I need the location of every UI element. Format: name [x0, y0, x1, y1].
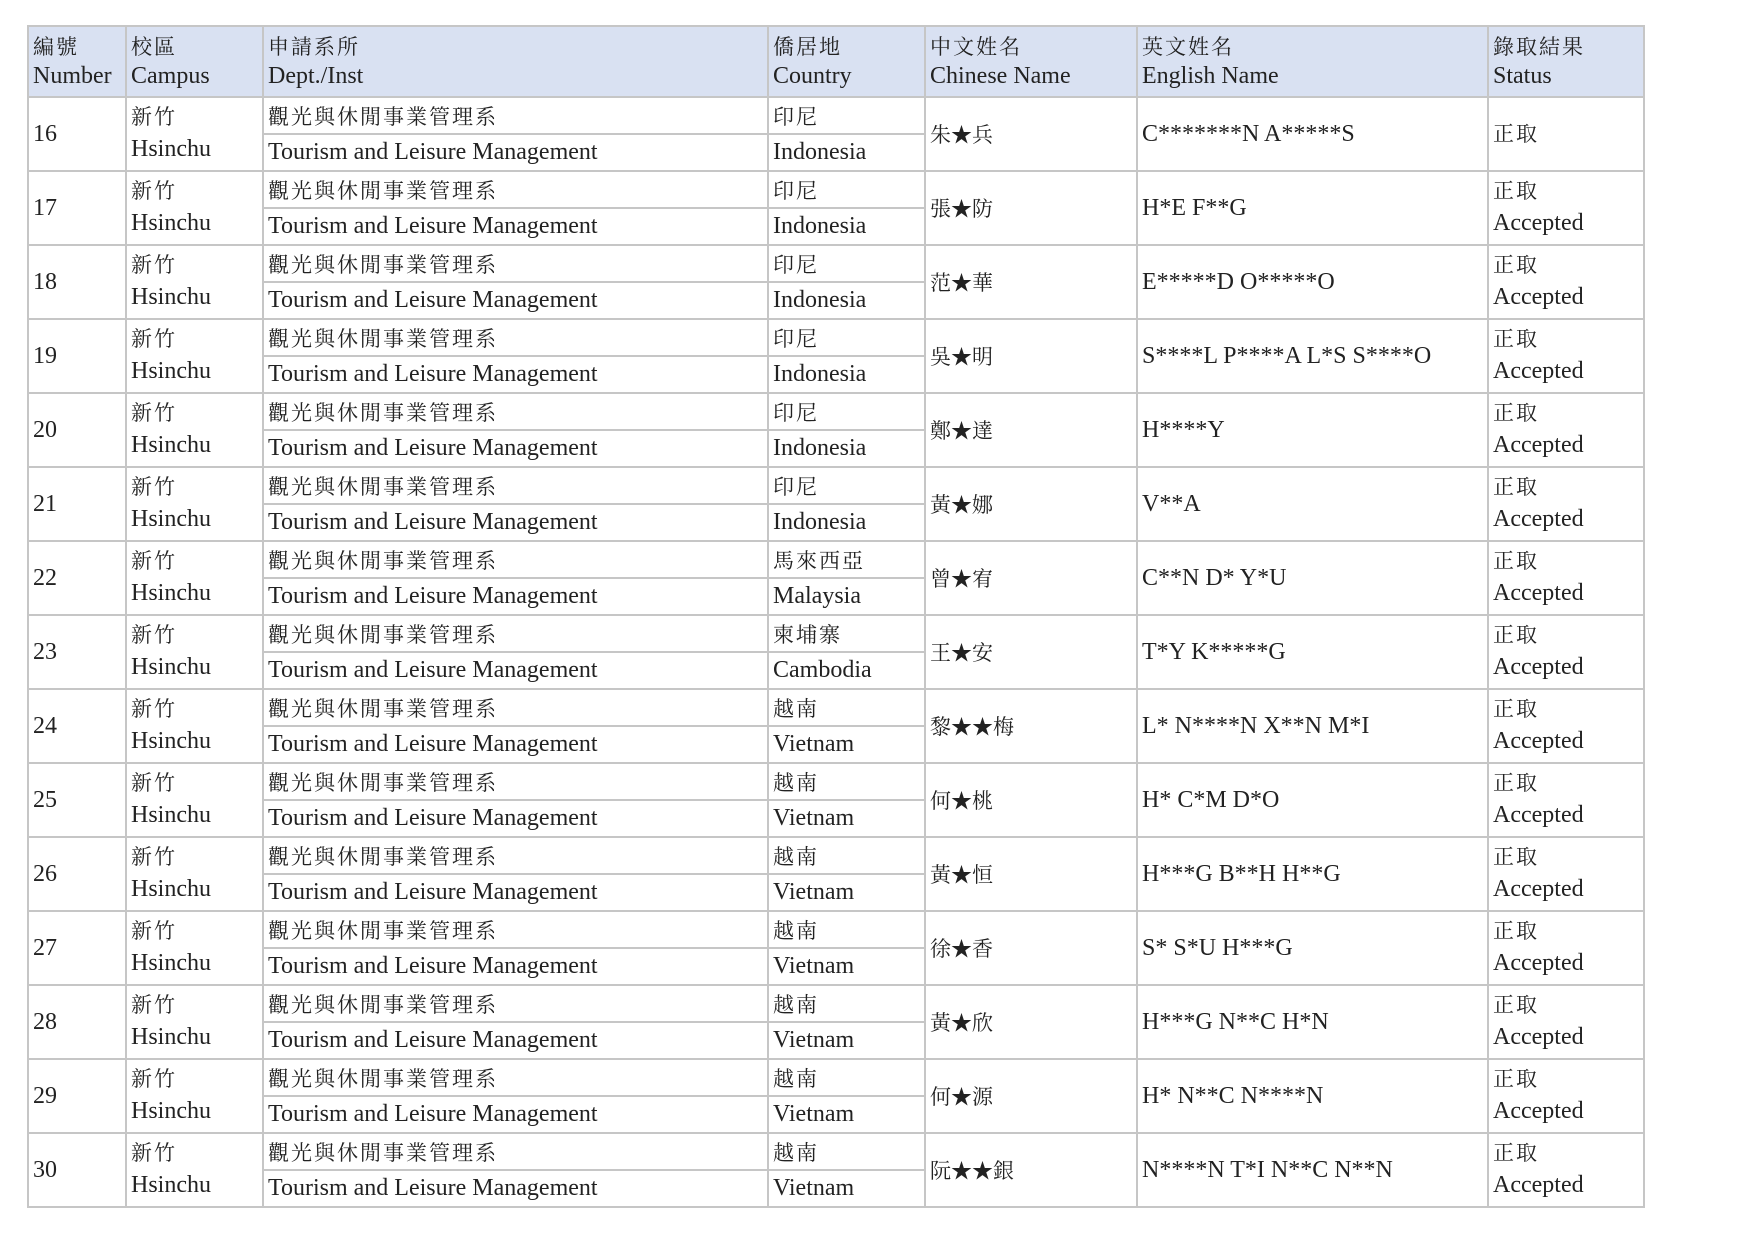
cell-dept-en: Tourism and Leisure Management	[263, 874, 768, 911]
table-row	[28, 1059, 1644, 1096]
cell-dept-en: Tourism and Leisure Management	[263, 282, 768, 319]
cell-status: 正取 Accepted	[1488, 1133, 1644, 1207]
table-row	[28, 541, 1644, 578]
cell-number: 22	[28, 541, 126, 615]
cell-english-name: H***G N**C H*N	[1137, 985, 1488, 1059]
cell-status: 正取 Accepted	[1488, 319, 1644, 393]
cell-chinese-name: 阮★★銀	[925, 1133, 1137, 1207]
cell-chinese-name: 王★安	[925, 615, 1137, 689]
cell-status: 正取 Accepted	[1488, 763, 1644, 837]
cell-campus: 新竹 Hsinchu	[126, 171, 263, 245]
table-row	[28, 911, 1644, 948]
cell-status: 正取 Accepted	[1488, 393, 1644, 467]
cell-campus: 新竹 Hsinchu	[126, 985, 263, 1059]
cell-dept-zh: 觀光與休閒事業管理系	[263, 911, 768, 948]
cell-number: 19	[28, 319, 126, 393]
cell-dept-en: Tourism and Leisure Management	[263, 1096, 768, 1133]
cell-country-en: Vietnam	[768, 874, 925, 911]
cell-dept-en: Tourism and Leisure Management	[263, 1022, 768, 1059]
cell-campus: 新竹 Hsinchu	[126, 615, 263, 689]
table-row	[28, 985, 1644, 1022]
cell-country-en: Cambodia	[768, 652, 925, 689]
cell-country-zh: 越南	[768, 689, 925, 726]
cell-dept-zh: 觀光與休閒事業管理系	[263, 245, 768, 282]
cell-status: 正取	[1488, 97, 1644, 171]
cell-country-en: Indonesia	[768, 134, 925, 171]
cell-status: 正取 Accepted	[1488, 467, 1644, 541]
header-chinese-name: 中文姓名 Chinese Name	[925, 26, 1137, 97]
header-status: 錄取結果 Status	[1488, 26, 1644, 97]
table-row	[28, 319, 1644, 356]
cell-dept-en: Tourism and Leisure Management	[263, 800, 768, 837]
cell-country-en: Vietnam	[768, 948, 925, 985]
cell-dept-zh: 觀光與休閒事業管理系	[263, 1059, 768, 1096]
cell-english-name: E*****D O*****O	[1137, 245, 1488, 319]
cell-status: 正取 Accepted	[1488, 985, 1644, 1059]
cell-english-name: H****Y	[1137, 393, 1488, 467]
cell-english-name: S****L P****A L*S S****O	[1137, 319, 1488, 393]
cell-country-en: Vietnam	[768, 1170, 925, 1207]
cell-country-en: Vietnam	[768, 800, 925, 837]
cell-number: 17	[28, 171, 126, 245]
header-number: 編號 Number	[28, 26, 126, 97]
cell-country-en: Indonesia	[768, 208, 925, 245]
cell-chinese-name: 黃★恒	[925, 837, 1137, 911]
cell-country-en: Indonesia	[768, 356, 925, 393]
cell-status: 正取 Accepted	[1488, 1059, 1644, 1133]
cell-campus: 新竹 Hsinchu	[126, 911, 263, 985]
cell-country-zh: 越南	[768, 1059, 925, 1096]
cell-campus: 新竹 Hsinchu	[126, 689, 263, 763]
admission-results-table	[27, 25, 1645, 1208]
table-row	[28, 97, 1644, 134]
table-header	[28, 26, 1644, 97]
cell-country-en: Vietnam	[768, 1022, 925, 1059]
cell-number: 20	[28, 393, 126, 467]
cell-campus: 新竹 Hsinchu	[126, 319, 263, 393]
cell-number: 26	[28, 837, 126, 911]
header-dept: 申請系所 Dept./Inst	[263, 26, 768, 97]
cell-country-zh: 印尼	[768, 393, 925, 430]
cell-country-en: Vietnam	[768, 726, 925, 763]
cell-dept-zh: 觀光與休閒事業管理系	[263, 467, 768, 504]
cell-english-name: N****N T*I N**C N**N	[1137, 1133, 1488, 1207]
cell-country-en: Indonesia	[768, 282, 925, 319]
cell-dept-zh: 觀光與休閒事業管理系	[263, 837, 768, 874]
cell-number: 25	[28, 763, 126, 837]
cell-dept-zh: 觀光與休閒事業管理系	[263, 171, 768, 208]
cell-dept-en: Tourism and Leisure Management	[263, 578, 768, 615]
cell-country-zh: 越南	[768, 1133, 925, 1170]
table-row	[28, 245, 1644, 282]
cell-chinese-name: 曾★宥	[925, 541, 1137, 615]
cell-dept-en: Tourism and Leisure Management	[263, 1170, 768, 1207]
cell-country-zh: 馬來西亞	[768, 541, 925, 578]
cell-dept-en: Tourism and Leisure Management	[263, 134, 768, 171]
cell-campus: 新竹 Hsinchu	[126, 1059, 263, 1133]
cell-dept-en: Tourism and Leisure Management	[263, 504, 768, 541]
cell-campus: 新竹 Hsinchu	[126, 541, 263, 615]
cell-country-zh: 越南	[768, 837, 925, 874]
header-country: 僑居地 Country	[768, 26, 925, 97]
cell-status: 正取 Accepted	[1488, 615, 1644, 689]
cell-country-zh: 印尼	[768, 97, 925, 134]
cell-chinese-name: 徐★香	[925, 911, 1137, 985]
cell-chinese-name: 黃★娜	[925, 467, 1137, 541]
cell-dept-en: Tourism and Leisure Management	[263, 356, 768, 393]
cell-number: 28	[28, 985, 126, 1059]
cell-country-zh: 越南	[768, 911, 925, 948]
table-row	[28, 615, 1644, 652]
cell-dept-zh: 觀光與休閒事業管理系	[263, 615, 768, 652]
cell-chinese-name: 何★源	[925, 1059, 1137, 1133]
cell-english-name: V**A	[1137, 467, 1488, 541]
cell-status: 正取 Accepted	[1488, 911, 1644, 985]
header-campus: 校區 Campus	[126, 26, 263, 97]
cell-number: 29	[28, 1059, 126, 1133]
cell-dept-zh: 觀光與休閒事業管理系	[263, 393, 768, 430]
cell-number: 21	[28, 467, 126, 541]
cell-country-en: Indonesia	[768, 430, 925, 467]
cell-dept-en: Tourism and Leisure Management	[263, 652, 768, 689]
cell-english-name: L* N****N X**N M*I	[1137, 689, 1488, 763]
cell-chinese-name: 張★防	[925, 171, 1137, 245]
cell-dept-zh: 觀光與休閒事業管理系	[263, 689, 768, 726]
cell-country-zh: 印尼	[768, 245, 925, 282]
cell-dept-en: Tourism and Leisure Management	[263, 208, 768, 245]
cell-english-name: C**N D* Y*U	[1137, 541, 1488, 615]
cell-number: 30	[28, 1133, 126, 1207]
cell-country-zh: 印尼	[768, 319, 925, 356]
cell-dept-zh: 觀光與休閒事業管理系	[263, 541, 768, 578]
cell-campus: 新竹 Hsinchu	[126, 1133, 263, 1207]
cell-campus: 新竹 Hsinchu	[126, 97, 263, 171]
cell-chinese-name: 黃★欣	[925, 985, 1137, 1059]
cell-country-zh: 越南	[768, 985, 925, 1022]
header-row	[28, 26, 1644, 97]
cell-number: 23	[28, 615, 126, 689]
cell-number: 18	[28, 245, 126, 319]
cell-chinese-name: 范★華	[925, 245, 1137, 319]
table-row	[28, 1133, 1644, 1170]
cell-dept-zh: 觀光與休閒事業管理系	[263, 97, 768, 134]
cell-english-name: H*E F**G	[1137, 171, 1488, 245]
cell-english-name: H* N**C N****N	[1137, 1059, 1488, 1133]
cell-status: 正取 Accepted	[1488, 837, 1644, 911]
cell-dept-en: Tourism and Leisure Management	[263, 948, 768, 985]
table-body	[28, 97, 1644, 1207]
table-row	[28, 171, 1644, 208]
cell-chinese-name: 朱★兵	[925, 97, 1137, 171]
table-row	[28, 689, 1644, 726]
cell-country-zh: 印尼	[768, 171, 925, 208]
cell-country-zh: 柬埔寨	[768, 615, 925, 652]
cell-campus: 新竹 Hsinchu	[126, 763, 263, 837]
cell-english-name: H***G B**H H**G	[1137, 837, 1488, 911]
table-row	[28, 467, 1644, 504]
cell-dept-zh: 觀光與休閒事業管理系	[263, 985, 768, 1022]
cell-english-name: S* S*U H***G	[1137, 911, 1488, 985]
table-row	[28, 393, 1644, 430]
cell-number: 24	[28, 689, 126, 763]
table-row	[28, 837, 1644, 874]
cell-dept-zh: 觀光與休閒事業管理系	[263, 1133, 768, 1170]
header-english-name: 英文姓名 English Name	[1137, 26, 1488, 97]
cell-chinese-name: 黎★★梅	[925, 689, 1137, 763]
cell-country-zh: 越南	[768, 763, 925, 800]
cell-chinese-name: 何★桃	[925, 763, 1137, 837]
cell-status: 正取 Accepted	[1488, 171, 1644, 245]
cell-number: 16	[28, 97, 126, 171]
cell-status: 正取 Accepted	[1488, 245, 1644, 319]
cell-country-zh: 印尼	[768, 467, 925, 504]
cell-chinese-name: 鄭★達	[925, 393, 1137, 467]
table-row	[28, 763, 1644, 800]
cell-dept-en: Tourism and Leisure Management	[263, 726, 768, 763]
cell-dept-zh: 觀光與休閒事業管理系	[263, 319, 768, 356]
cell-english-name: T*Y K*****G	[1137, 615, 1488, 689]
cell-status: 正取 Accepted	[1488, 689, 1644, 763]
cell-english-name: C*******N A*****S	[1137, 97, 1488, 171]
cell-campus: 新竹 Hsinchu	[126, 837, 263, 911]
cell-dept-zh: 觀光與休閒事業管理系	[263, 763, 768, 800]
cell-campus: 新竹 Hsinchu	[126, 393, 263, 467]
cell-chinese-name: 吳★明	[925, 319, 1137, 393]
cell-campus: 新竹 Hsinchu	[126, 467, 263, 541]
cell-campus: 新竹 Hsinchu	[126, 245, 263, 319]
cell-country-en: Vietnam	[768, 1096, 925, 1133]
cell-country-en: Malaysia	[768, 578, 925, 615]
cell-status: 正取 Accepted	[1488, 541, 1644, 615]
cell-english-name: H* C*M D*O	[1137, 763, 1488, 837]
cell-dept-en: Tourism and Leisure Management	[263, 430, 768, 467]
cell-country-en: Indonesia	[768, 504, 925, 541]
cell-number: 27	[28, 911, 126, 985]
